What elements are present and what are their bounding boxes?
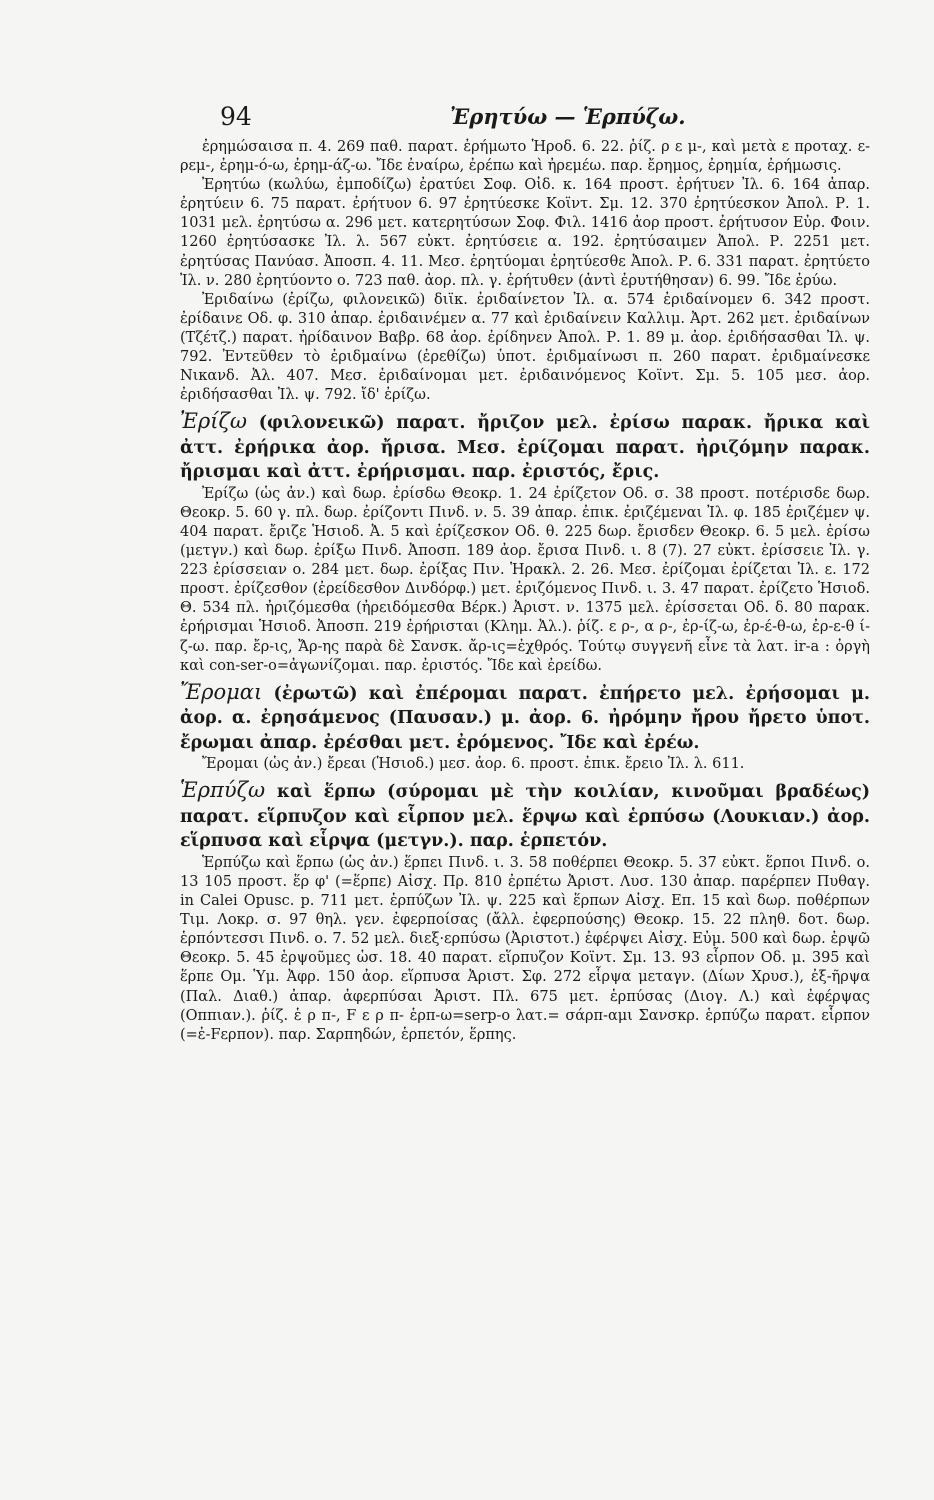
running-title: Ἐρητύω — Ἑρπύζω. xyxy=(450,104,686,129)
entry-erityo: Ἐρητύω (κωλύω, ἐμποδίζω) ἐρατύει Σοφ. Οἰδ. κ. 164 προστ. ἐρήτυεν Ἰλ. 6. 164 ἀπαρ. ἐρητύειν 6. 75 παρατ. ἐρήτυον 6. 97 ἐρητύεσκε Κοϊντ. Σμ. 12. 370 ἐρητύεσκον Ἀπολ. Ρ. 1. 1031 μελ. ἐρητύσω α. 296 μετ. κατερητύσων Σοφ. Φιλ. 1416 ἀορ προστ. ἐρήτυσον Εὐρ. Φοιν. 1260 ἐρητύσασκε Ἰλ. λ. 567 εὐκτ. ἐρητύσειε α. 192. ἐρητύσαιμεν Ἀπολ. Ρ. 2251 μετ. ἐρητύσας Πανύασ. Ἀποσπ. 4. 11. Μεσ. ἐρητύομαι ἐρητύεσθε Ἀπολ. Ρ. 6. 331 παρατ. ἐρητύετο Ἰλ. ν. 280 ἐρητύοντο ο. 723 παθ. ἀορ. πλ. γ. ἐρήτυθεν (ἀντὶ ἐρυτήθησαν) 6. 99. Ἴδε ἐρύω. xyxy=(180,177,870,289)
entry-eromai-forms: Ἔρομαι (ὡς ἀν.) ἔρεαι (Ἡσιοδ.) μεσ. ἀορ. 6. προστ. ἐπικ. ἔρειο Ἰλ. λ. 611. xyxy=(202,756,745,773)
dictionary-body xyxy=(180,138,870,1045)
main-entry-text: καὶ ἕρπω (σύρομαι μὲ τὴν κοιλίαν, κινοῦμαι βραδέως) παρατ. εἵρπυζον καὶ εἷρπον μελ. ἕρψω καὶ ἑρπύσω (Λουκιαν.) ἀορ. εἵρπυσα καὶ εἷρψα (μετγν.). παρ. ἑρπετόν. xyxy=(180,782,870,852)
lemma-erpyzo: Ἑρπύζω xyxy=(180,778,266,803)
main-entry-erpyzo xyxy=(180,778,870,854)
entry-erizo-forms: Ἐρίζω (ὡς ἀν.) καὶ δωρ. ἐρίσδω Θεοκρ. 1. 24 ἐρίζετον Οδ. σ. 38 προστ. ποτέρισδε δωρ. Θεοκρ. 5. 60 γ. πλ. δωρ. ἐρίζοντι Πινδ. ν. 5. 39 ἀπαρ. ἐπικ. ἐριζέμεναι Ἰλ. φ. 185 ἐριζέμεν ψ. 404 παρατ. ἔριζε Ἡσιοδ. Ἀ. 5 καὶ ἐρίζεσκον Οδ. θ. 225 δωρ. ἔρισδεν Θεοκρ. 6. 5 μελ. ἐρίσω (μετγν.) καὶ δωρ. ἐρίξω Πινδ. Ἀποσπ. 189 ἀορ. ἔρισα Πινδ. ι. 8 (7). 27 εὐκτ. ἐρίσσειε Ἰλ. γ. 223 ἐρίσσειαν ο. 284 μετ. δωρ. ἐρίξας Πιν. Ἡρακλ. 2. 26. Μεσ. ἐρίζομαι ἐρίζεται Ἰλ. ε. 172 προστ. ἐρίζεσθον (ἐρείδεσθον Δινδόρφ.) μετ. ἐριζόμενος Πινδ. ι. 3. 47 παρατ. ἐρίζετο Ἡσιοδ. Θ. 534 πλ. ἠριζόμεσθα (ἠρειδόμεσθα Βέρκ.) Ἀριστ. ν. 1375 μελ. ἐρίσσεται Οδ. δ. 80 παρακ. ἐρήρισμαι Ἡσιοδ. Ἀποσπ. 219 ἐρήρισται (Κλημ. Ἀλ.). ῥίζ. ε ρ-, α ρ-, ἐρ-ίζ-ω, ἐρ-έ-θ-ω, ἐρ-ε-θ ί-ζ-ω. παρ. ἔρ-ις, Ἄρ-ης παρὰ δὲ Σανσκ. ἄρ-ις=ἐχθρός. Τούτῳ συγγενῆ εἶνε τὰ λατ. ir-a : ὀργὴ καὶ con-ser-o=ἀγωνίζομαι. παρ. ἐριστός. Ἴδε καὶ ἐρείδω. xyxy=(180,485,870,674)
lemma-erizo: Ἐρίζω xyxy=(180,409,247,434)
main-entry-eromai xyxy=(180,680,870,756)
entry-erimoo-tail: ἐρημώσαισα π. 4. 269 παθ. παρατ. ἐρήμωτο Ἡροδ. 6. 22. ῥίζ. ρ ε μ-, καὶ μετὰ ε προταχ. ε-ρεμ-, ἐρημ-ό-ω, ἐρημ-άζ-ω. Ἴδε ἐναίρω, ἐρέπω καὶ ἠρεμέω. παρ. ἔρημος, ἐρημία, ἐρήμωσις. xyxy=(180,139,870,175)
lemma-eromai: Ἔρομαι xyxy=(180,679,263,704)
main-entry-text: (ἐρωτῶ) καὶ ἐπέρομαι παρατ. ἐπήρετο μελ. ἐρήσομαι μ. ἀορ. α. ἐρησάμενος (Παυσαν.) μ. ἀορ. 6. ἠρόμην ἤρου ἤρετο ὑποτ. ἔρωμαι ἀπαρ. ἐρέσθαι μετ. ἐρόμενος. Ἴδε καὶ ἐρέω. xyxy=(180,683,870,753)
page-number: 94 xyxy=(220,102,252,131)
page-header xyxy=(180,100,870,140)
main-entry-erizo xyxy=(180,409,870,485)
entry-eridaino: Ἐριδαίνω (ἐρίζω, φιλονεικῶ) διϊκ. ἐριδαίνετον Ἰλ. α. 574 ἐριδαίνομεν 6. 342 προστ. ἐρίδαινε Οδ. φ. 310 ἀπαρ. ἐριδαινέμεν α. 77 καὶ ἐριδαίνειν Καλλιμ. Ἀρτ. 262 μετ. ἐριδαίνων (Τζέτζ.) παρατ. ἠρίδαινον Βαβρ. 68 ἀορ. ἐρίδηνεν Ἀπολ. Ρ. 1. 89 μ. ἀορ. ἐριδήσασθαι Ἰλ. ψ. 792. Ἐντεῦθεν τὸ ἐριδμαίνω (ἐρεθίζω) ὑποτ. ἐριδμαίνωσι π. 260 παρατ. ἐριδμαίνεσκε Νικανδ. Ἀλ. 407. Μεσ. ἐριδαίνομαι μετ. ἐριδαινόμενος Κοϊντ. Σμ. 5. 105 μεσ. ἀορ. ἐριδήσασθαι Ἰλ. ψ. 792. ἴδ' ἐρίζω. xyxy=(180,291,870,404)
entry-erpyzo-forms: Ἑρπύζω καὶ ἕρπω (ὡς ἀν.) ἕρπει Πινδ. ι. 3. 58 ποθέρπει Θεοκρ. 5. 37 εὐκτ. ἕρποι Πινδ. ο. 13 105 προστ. ἕρ φ' (=ἕρπε) Αἰσχ. Πρ. 810 ἐρπέτω Ἀριστ. Λυσ. 130 ἀπαρ. παρέρπεν Πυθαγ. in Calei Opusc. p. 711 μετ. ἑρπύζων Ἰλ. ψ. 225 καὶ ἕρπων Αἰσχ. Επ. 15 καὶ δωρ. ποθέρπων Τιμ. Λοκρ. σ. 97 θηλ. γεν. ἐφερποίσας (ἄλλ. ἐφερπούσης) Θεοκρ. 15. 22 πληθ. δοτ. δωρ. ἑρπόντεσσι Πινδ. ο. 7. 52 μελ. διεξ·ερπύσω (Ἀριστοτ.) ἐφέρψει Αἰσχ. Εὐμ. 500 καὶ δωρ. ἑρψῶ Θεοκρ. 5. 45 ἑρψοῦμες ὡσ. 18. 40 παρατ. εἵρπυζον Κοϊντ. Σμ. 13. 93 εἷρπον Οδ. μ. 395 καὶ ἕρπε Ομ. Ὑμ. Ἀφρ. 150 ἀορ. εἵρπυσα Ἀριστ. Σφ. 272 εἷρψα μεταγν. (Δίων Χρυσ.), ἐξ-ῆρψα (Παλ. Διαθ.) ἀπαρ. ἀφερπύσαι Ἀριστ. Πλ. 675 μετ. ἑρπύσας (Διογ. Λ.) καὶ ἐφέρψας (Οππιαν.). ῥίζ. ἑ ρ π-, F ε ρ π- ἑρπ-ω=serp-o λατ.= σάρπ-αμι Σανσκρ. ἑρπύζω παρατ. εἷρπον (=ἐ-Fερπον). παρ. Σαρπηδών, ἑρπετόν, ἕρπης. xyxy=(180,854,870,1043)
main-entry-text: (φιλονεικῶ) παρατ. ἤριζον μελ. ἐρίσω παρακ. ἤρικα καὶ ἀττ. ἐρήρικα ἀορ. ἤρισα. Μεσ. ἐρίζομαι παρατ. ἠριζόμην παρακ. ἤρισμαι καὶ ἀττ. ἐρήρισμαι. παρ. ἐριστός, ἔρις. xyxy=(180,413,870,483)
